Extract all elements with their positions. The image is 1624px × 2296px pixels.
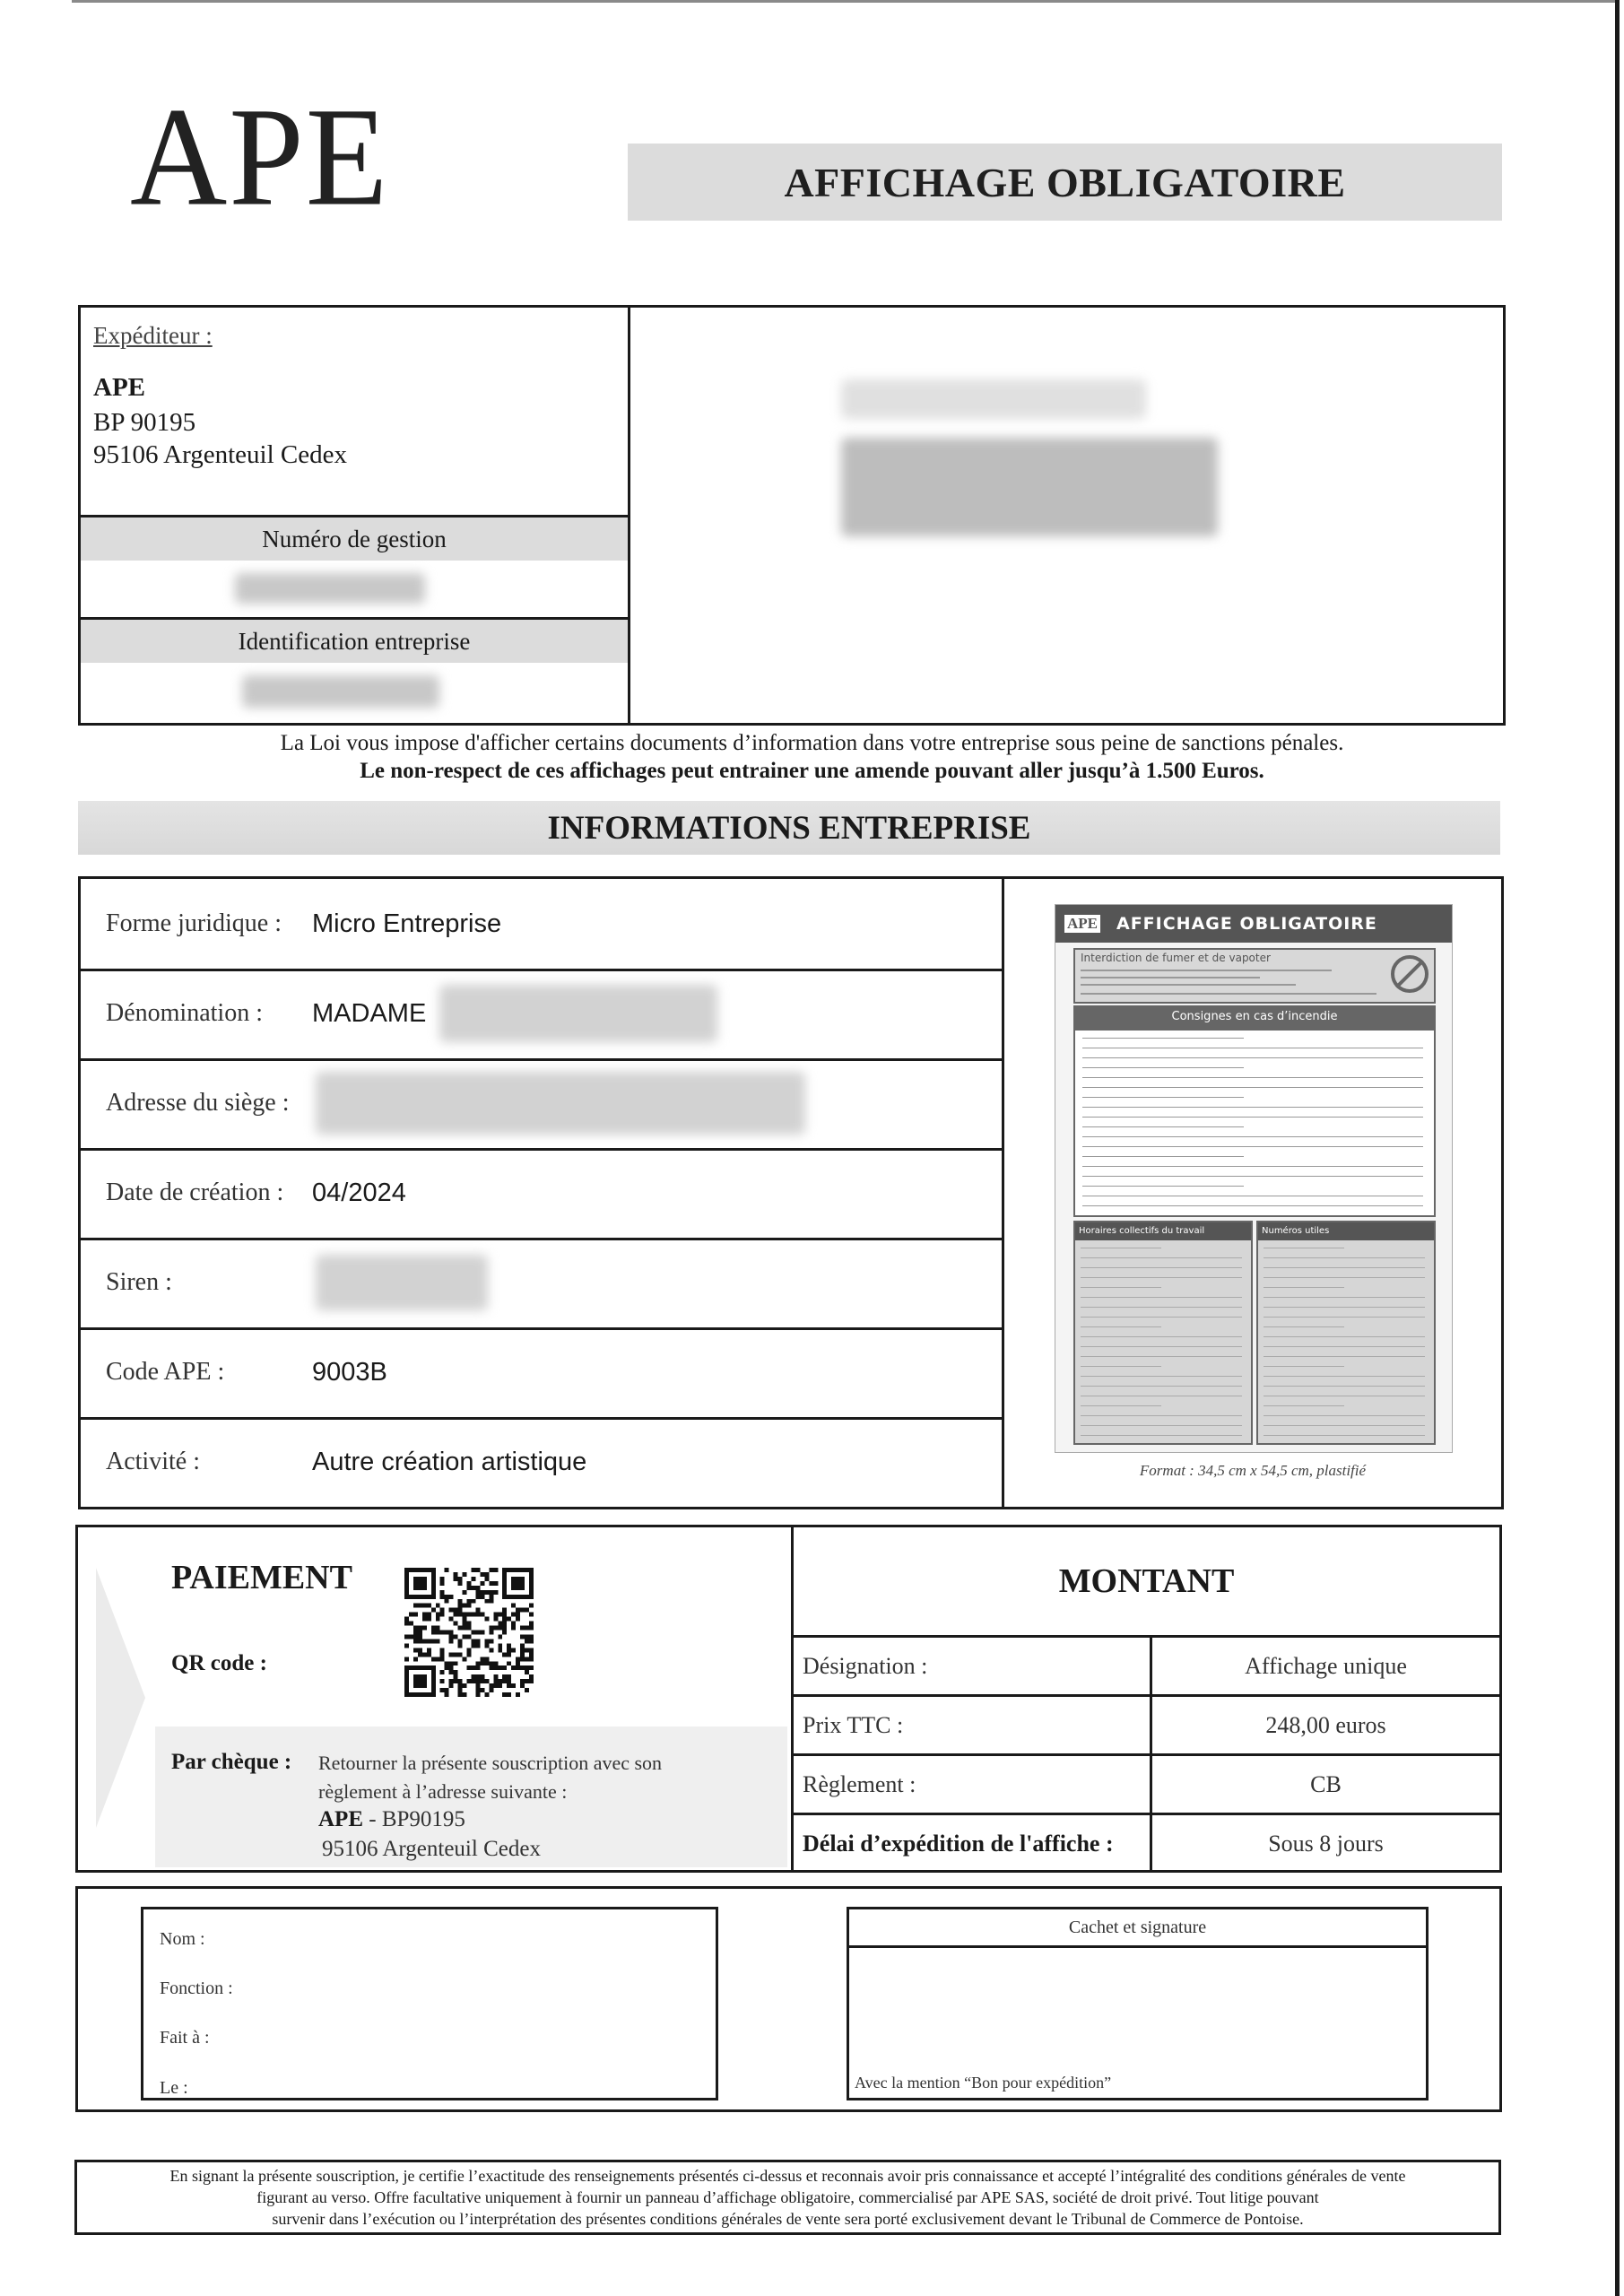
company-info-table: [78, 876, 1504, 1509]
payment-title: PAIEMENT: [171, 1559, 352, 1596]
poster-logo: APE: [1064, 915, 1100, 933]
company-info-value: Micro Entreprise: [312, 909, 502, 938]
company-info-value: 04/2024: [312, 1178, 406, 1207]
poster-text-line: [1081, 1336, 1242, 1337]
company-info-label: Code APE :: [106, 1358, 225, 1386]
payment-amount-box: [75, 1525, 1502, 1873]
poster-text-line: [1264, 1307, 1425, 1308]
legal-notice-line1: La Loi vous impose d'afficher certains documents d’information dans votre entreprise sous peine de sanctions pénales.: [280, 731, 1344, 755]
company-info-banner: [78, 801, 1500, 855]
poster-text-line: [1264, 1366, 1344, 1367]
poster-text-line: [1082, 1146, 1423, 1147]
poster-text-line: [1264, 1297, 1425, 1298]
stamp-signature-area[interactable]: [847, 1907, 1429, 2100]
poster-text-line: [1082, 1205, 1423, 1206]
poster-text-line: [1264, 1267, 1425, 1268]
company-info-row: [81, 1148, 1002, 1240]
company-info-row: [81, 879, 1002, 971]
poster-text-line: [1081, 1317, 1242, 1318]
poster-text-line: [1264, 1425, 1425, 1426]
poster-text-line: [1082, 1087, 1423, 1088]
poster-fire-section: [1073, 1005, 1436, 1217]
amount-label: Règlement :: [794, 1756, 1152, 1813]
poster-text-line: [1264, 1287, 1344, 1288]
terms-line2: figurant au verso. Offre facultative uniquement à fournir un panneau d’affichage obligatoire, commercialisé par APE SAS, société de droit privé. Tout litige pouvant: [256, 2188, 1319, 2206]
signatory-field-label: Le :: [160, 2078, 188, 2098]
qr-code-icon[interactable]: [404, 1568, 534, 1697]
sender-address-line2: 95106 Argenteuil Cedex: [93, 440, 347, 469]
cheque-instructions-line1: Retourner la présente souscription avec son: [318, 1752, 663, 1774]
cheque-instructions-line2: règlement à l’adresse suivante :: [318, 1780, 568, 1803]
poster-text-line: [1081, 1297, 1242, 1298]
cheque-label: Par chèque :: [171, 1750, 292, 1774]
company-info-title: INFORMATIONS ENTREPRISE: [547, 809, 1031, 847]
poster-text-line: [1081, 1307, 1242, 1308]
company-info-value: Autre création artistique: [312, 1447, 587, 1476]
company-id-redacted: [242, 675, 439, 708]
stamp-mention: Avec la mention “Bon pour expédition”: [855, 2074, 1112, 2092]
terms-line3: survenir dans l’exécution ou l’interprétation des présentes conditions générales de vente sera porté exclusivement devant le Tribunal de Commerce de Pontoise.: [272, 2210, 1304, 2228]
poster-text-line: [1082, 1057, 1423, 1058]
company-id-label: Identification entreprise: [81, 620, 628, 663]
poster-text-line: [1264, 1376, 1425, 1377]
company-info-label: Siren :: [106, 1268, 172, 1296]
poster-text-line: [1082, 1067, 1244, 1068]
poster-text-line: [1082, 1097, 1244, 1098]
sender-panel: [81, 308, 630, 723]
recipient-address-redacted: [841, 438, 1218, 536]
recipient-name-redacted: [841, 379, 1146, 419]
poster-smoking-section: [1073, 948, 1436, 1004]
poster-text-line: [1264, 1277, 1425, 1278]
poster-text-line: [1264, 1346, 1425, 1347]
company-info-row: [81, 969, 1002, 1061]
poster-numbers-title: Numéros utiles: [1258, 1222, 1434, 1240]
arrow-decoration-icon: [96, 1568, 145, 1828]
company-id-section: [81, 617, 628, 723]
cheque-address-name: APE: [318, 1807, 363, 1831]
amount-title: MONTANT: [794, 1527, 1499, 1638]
cheque-address-bp: - BP90195: [363, 1807, 465, 1831]
poster-hours-title: Horaires collectifs du travail: [1075, 1222, 1251, 1240]
amount-value: Affichage unique: [1245, 1652, 1407, 1679]
poster-text-line: [1264, 1435, 1425, 1436]
amount-row: [794, 1697, 1499, 1756]
poster-smoking-title: Interdiction de fumer et de vapoter: [1081, 952, 1271, 964]
poster-text-line: [1081, 1405, 1161, 1406]
amount-panel: [794, 1527, 1499, 1870]
poster-text-line: [1082, 1117, 1423, 1118]
poster-text-line: [1264, 1386, 1425, 1387]
gestion-number-redacted: [235, 573, 425, 604]
no-smoking-icon: [1391, 955, 1429, 993]
poster-text-line: [1082, 1166, 1423, 1167]
poster-text-line: [1081, 1326, 1161, 1327]
poster-text-line: [1082, 1038, 1244, 1039]
poster-text-line: [1264, 1257, 1425, 1258]
terms-footer: [74, 2160, 1501, 2235]
amount-label: Délai d’expédition de l'affiche :: [794, 1815, 1152, 1872]
poster-fire-title: Consignes en cas d’incendie: [1075, 1007, 1434, 1031]
redacted-value: [439, 985, 717, 1042]
company-info-row: [81, 1417, 1002, 1507]
poster-thumbnail: [1055, 904, 1453, 1453]
gestion-number-label: Numéro de gestion: [81, 517, 628, 561]
poster-text-line: [1081, 1386, 1242, 1387]
company-info-label: Forme juridique :: [106, 909, 282, 937]
poster-text-line: [1082, 1156, 1244, 1157]
stamp-signature-title: Cachet et signature: [849, 1909, 1426, 1948]
poster-text-line: [1081, 1356, 1242, 1357]
company-info-row: [81, 1058, 1002, 1151]
legal-notice-line2: Le non-respect de ces affichages peut entrainer une amende pouvant aller jusqu’à 1.500 Euros.: [360, 759, 1264, 783]
page-right-edge: [1615, 0, 1620, 2296]
signatory-field-label: Fonction :: [160, 1979, 233, 1998]
signatory-field-label: Fait à :: [160, 2028, 210, 2048]
amount-row: [794, 1815, 1499, 1872]
terms-line1: En signant la présente souscription, je certifie l’exactitude des renseignements présentés ci-dessus et reconnais avoir pris connaissance et accepté l’intégralité des conditions générales de vente: [169, 2167, 1406, 2185]
cheque-address-line2: 95106 Argenteuil Cedex: [322, 1837, 541, 1861]
amount-value: 248,00 euros: [1265, 1711, 1386, 1738]
poster-text-line: [1081, 1366, 1161, 1367]
poster-preview: [1004, 879, 1501, 1507]
signatory-fields: [141, 1907, 718, 2100]
poster-text-line: [1264, 1356, 1425, 1357]
poster-text-line: [1082, 1176, 1423, 1177]
redacted-value: [316, 1072, 805, 1135]
company-info-label: Date de création :: [106, 1178, 284, 1206]
poster-text-line: [1082, 1126, 1244, 1127]
poster-text-line: [1264, 1326, 1344, 1327]
poster-text-line: [1082, 1136, 1423, 1137]
qr-code-label: QR code :: [171, 1651, 267, 1675]
poster-text-line: [1081, 1346, 1242, 1347]
poster-text-line: [1081, 1267, 1242, 1268]
title-banner: [628, 144, 1502, 221]
sender-recipient-box: [78, 305, 1506, 726]
company-info-value: MADAME: [312, 998, 427, 1028]
poster-text-line: [1081, 1435, 1242, 1436]
poster-hours-section: [1073, 1221, 1253, 1445]
poster-text-line: [1081, 1415, 1242, 1416]
company-info-value: 9003B: [312, 1357, 387, 1387]
signatory-field-label: Nom :: [160, 1929, 205, 1949]
poster-text-line: [1081, 1376, 1242, 1377]
poster-text-line: [1081, 1277, 1242, 1278]
gestion-number-section: [81, 515, 628, 620]
amount-row: [794, 1756, 1499, 1815]
ape-logo: APE: [130, 78, 390, 236]
cheque-address-line1: [318, 1807, 465, 1832]
poster-title: AFFICHAGE OBLIGATOIRE: [1116, 914, 1377, 934]
page-top-edge: [72, 0, 1620, 3]
poster-text-line: [1082, 1077, 1423, 1078]
poster-text-line: [1081, 1287, 1161, 1288]
company-info-row: [81, 1238, 1002, 1330]
poster-numbers-section: [1256, 1221, 1436, 1445]
poster-text-line: [1264, 1317, 1425, 1318]
payment-panel: [78, 1527, 794, 1870]
poster-text-line: [1264, 1415, 1425, 1416]
poster-text-line: [1264, 1336, 1425, 1337]
company-info-row: [81, 1327, 1002, 1420]
poster-text-line: [1082, 1107, 1423, 1108]
company-info-label: Activité :: [106, 1448, 200, 1475]
amount-value: CB: [1310, 1770, 1342, 1797]
sender-name: APE: [93, 373, 145, 402]
company-info-rows: [81, 879, 1004, 1507]
redacted-value: [316, 1255, 488, 1310]
amount-label: Désignation :: [794, 1638, 1152, 1694]
amount-value: Sous 8 jours: [1268, 1830, 1384, 1857]
amount-label: Prix TTC :: [794, 1697, 1152, 1753]
poster-text-line: [1264, 1405, 1344, 1406]
company-info-label: Dénomination :: [106, 999, 263, 1027]
company-info-label: Adresse du siège :: [106, 1089, 290, 1117]
page-title: AFFICHAGE OBLIGATOIRE: [784, 159, 1346, 205]
signature-box: [75, 1886, 1502, 2112]
sender-label: Expéditeur :: [93, 322, 213, 349]
poster-text-line: [1081, 1257, 1242, 1258]
poster-text-line: [1081, 1425, 1242, 1426]
poster-format-caption: Format : 34,5 cm x 54,5 cm, plastifié: [1139, 1462, 1367, 1479]
poster-header: [1055, 905, 1452, 943]
sender-address-line1: BP 90195: [93, 408, 196, 437]
poster-text-line: [1082, 1186, 1244, 1187]
amount-row: [794, 1638, 1499, 1697]
